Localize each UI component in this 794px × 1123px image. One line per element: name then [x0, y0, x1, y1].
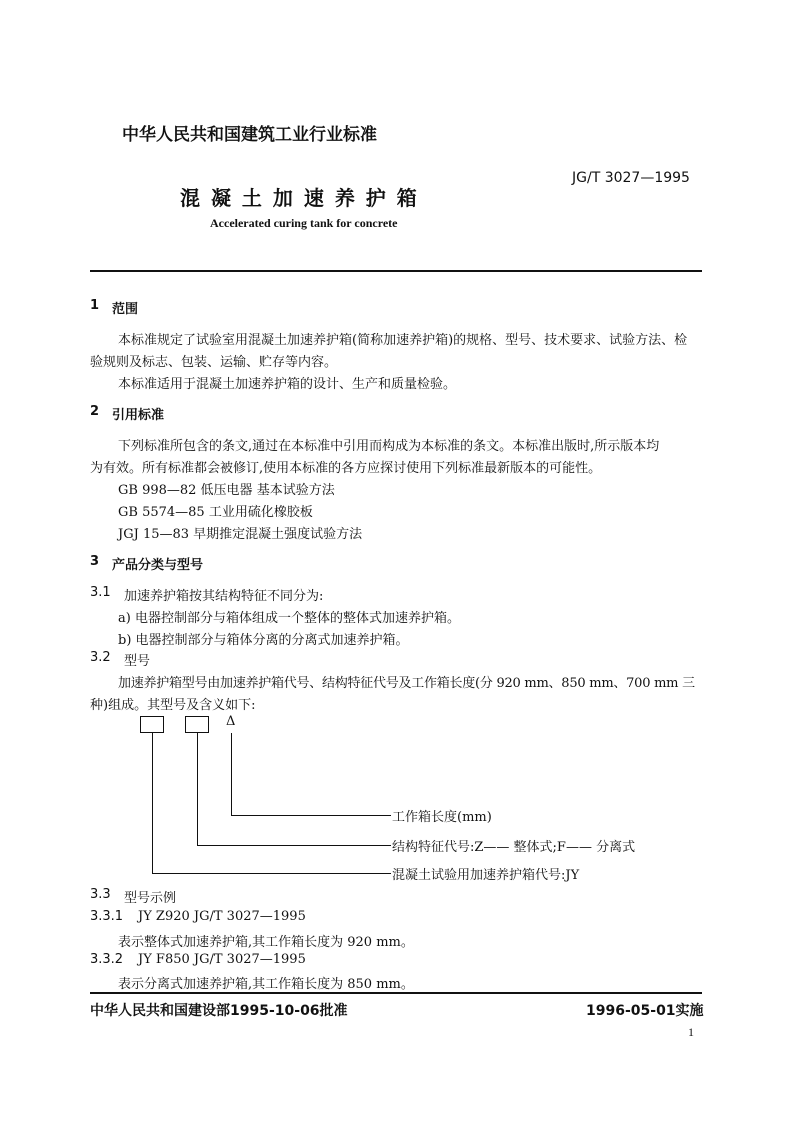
section-3-3-1-description: 表示整体式加速养护箱,其工作箱长度为 920 mm。	[118, 935, 414, 950]
document-title: 混 凝 土 加 速 养 护 箱	[180, 186, 419, 210]
model-leader-horizontal	[152, 873, 391, 874]
length-triangle-symbol: Δ	[226, 714, 236, 729]
section-1-para-1-line-1: 本标准规定了试验室用混凝土加速养护箱(简称加速养护箱)的规格、型号、技术要求、试验方法、检	[118, 333, 688, 348]
reference-item: JGJ 15—83 早期推定混凝土强度试验方法	[118, 527, 363, 542]
structure-leader-horizontal	[197, 845, 391, 846]
section-1-title: 范围	[112, 302, 139, 317]
document-title-english: Accelerated curing tank for concrete	[210, 216, 398, 230]
section-3-number: 3	[90, 554, 100, 569]
section-3-2-line-1: 加速养护箱型号由加速养护箱代号、结构特征代号及工作箱长度(分 920 mm、850 mm、700 mm 三	[118, 676, 695, 691]
section-3-3-title: 型号示例	[124, 891, 177, 906]
length-leader-vertical	[231, 733, 232, 815]
section-3-3-1-code: JY Z920 JG/T 3027—1995	[138, 909, 306, 924]
structure-leader-vertical	[197, 733, 198, 845]
diagram-label-model: 混凝土试验用加速养护箱代号:JY	[392, 868, 580, 883]
section-1-para-2: 本标准适用于混凝土加速养护箱的设计、生产和质量检验。	[118, 377, 457, 392]
section-1-number: 1	[90, 298, 100, 313]
section-2-title: 引用标准	[112, 408, 165, 423]
section-3-2-number: 3.2	[90, 650, 111, 665]
section-3-2-title: 型号	[124, 654, 151, 669]
section-3-1-text: 加速养护箱按其结构特征不同分为:	[124, 589, 324, 604]
section-3-3-2-code: JY F850 JG/T 3027—1995	[138, 952, 306, 967]
diagram-label-length: 工作箱长度(mm)	[392, 810, 492, 825]
section-3-1-number: 3.1	[90, 585, 111, 600]
section-3-3-1-number: 3.3.1	[90, 909, 124, 924]
list-item: b) 电器控制部分与箱体分离的分离式加速养护箱。	[118, 633, 409, 648]
section-1-para-1-line-2: 验规则及标志、包装、运输、贮存等内容。	[90, 355, 338, 370]
reference-item: GB 998—82 低压电器 基本试验方法	[118, 483, 335, 498]
page-number: 1	[688, 1025, 694, 1039]
section-3-2-line-2: 种)组成。其型号及含义如下:	[90, 698, 256, 713]
reference-item: GB 5574—85 工业用硫化橡胶板	[118, 505, 313, 520]
effective-date: 1996-05-01实施	[586, 1003, 704, 1019]
standard-code: JG/T 3027—1995	[572, 170, 690, 186]
section-3-title: 产品分类与型号	[112, 558, 204, 573]
structure-code-box	[185, 716, 209, 733]
section-2-number: 2	[90, 404, 100, 419]
model-code-box	[140, 716, 164, 733]
org-title: 中华人民共和国建筑工业行业标准	[122, 125, 377, 145]
section-3-3-number: 3.3	[90, 887, 111, 902]
approval-line: 中华人民共和国建设部1995-10-06批准	[90, 1003, 348, 1019]
model-leader-vertical	[152, 733, 153, 873]
footer-rule	[90, 992, 702, 994]
section-2-para-line-2: 为有效。所有标准都会被修订,使用本标准的各方应探讨使用下列标准最新版本的可能性。	[90, 461, 602, 476]
diagram-label-structure: 结构特征代号:Z—— 整体式;F—— 分离式	[392, 840, 636, 855]
length-leader-horizontal	[231, 815, 391, 816]
title-rule	[90, 270, 702, 272]
list-item: a) 电器控制部分与箱体组成一个整体的整体式加速养护箱。	[118, 611, 460, 626]
section-3-3-2-description: 表示分离式加速养护箱,其工作箱长度为 850 mm。	[118, 977, 414, 992]
section-3-3-2-number: 3.3.2	[90, 952, 124, 967]
section-2-para-line-1: 下列标准所包含的条文,通过在本标准中引用而构成为本标准的条文。本标准出版时,所示版本均	[118, 439, 660, 454]
